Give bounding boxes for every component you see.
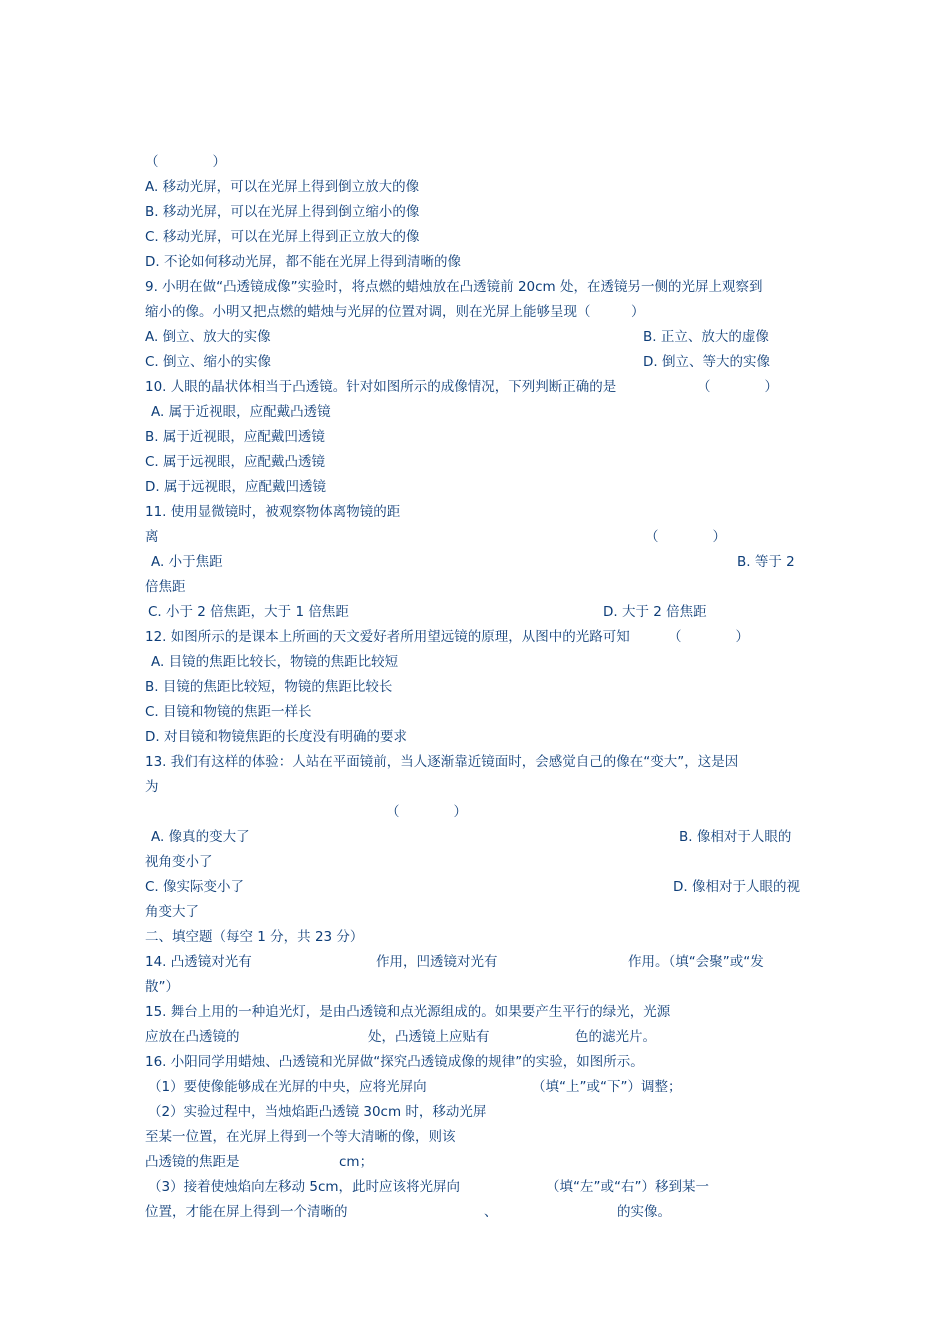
- answer-bracket: （ ）: [697, 379, 778, 395]
- option-a: A. 属于近视眼，应配戴凸透镜: [151, 404, 331, 420]
- question-15: 15. 舞台上用的一种追光灯，是由凸透镜和点光源组成的。如果要产生平行的绿光，光源: [145, 1004, 671, 1020]
- option-a: A. 小于焦距: [151, 554, 223, 570]
- answer-bracket: （ ）: [145, 154, 226, 170]
- option-d: D. 像相对于人眼的视: [673, 879, 800, 895]
- option-b: B. 像相对于人眼的: [679, 829, 792, 845]
- question-14: 14. 凸透镜对光有: [145, 954, 252, 970]
- question-16-part3: （3）接着使烛焰向左移动 5cm，此时应该将光屏向: [148, 1179, 461, 1195]
- question-9-cont: 缩小的像。小明又把点燃的蜡烛与光屏的位置对调，则在光屏上能够呈现（ ）: [145, 304, 645, 320]
- question-15-mid: 处，凸透镜上应贴有: [368, 1029, 490, 1045]
- option-d: D. 对目镜和物镜焦距的长度没有明确的要求: [145, 729, 407, 745]
- question-16-part3-mid: （填“左”或“右”）移到某一: [546, 1179, 709, 1195]
- question-12: 12. 如图所示的是课本上所画的天文爱好者所用望远镜的原理，从图中的光路可知: [145, 629, 630, 645]
- answer-bracket: （ ）: [386, 804, 467, 820]
- question-13: 13. 我们有这样的体验：人站在平面镜前，当人逐渐靠近镜面时，会感觉自己的像在“变大”，这是因: [145, 754, 739, 770]
- option-b: B. 等于 2: [737, 554, 795, 570]
- option-a: A. 像真的变大了: [151, 829, 250, 845]
- option-b: B. 属于近视眼，应配戴凹透镜: [145, 429, 325, 445]
- question-11: 11. 使用显微镜时，被观察物体离物镜的距: [145, 504, 401, 520]
- option-d: D. 大于 2 倍焦距: [603, 604, 707, 620]
- option-a: A. 移动光屏，可以在光屏上得到倒立放大的像: [145, 179, 420, 195]
- option-d: D. 不论如何移动光屏，都不能在光屏上得到清晰的像: [145, 254, 461, 270]
- option-c: C. 目镜和物镜的焦距一样长: [145, 704, 312, 720]
- question-13-cont: 为: [145, 779, 159, 795]
- section-heading: 二、填空题（每空 1 分，共 23 分）: [145, 929, 364, 945]
- option-d-cont: 角变大了: [145, 904, 199, 920]
- question-11-cont: 离: [145, 529, 159, 545]
- option-b: B. 目镜的焦距比较短，物镜的焦距比较长: [145, 679, 393, 695]
- question-16-part1: （1）要使像能够成在光屏的中央，应将光屏向: [148, 1079, 427, 1095]
- question-14-mid: 作用，凹透镜对光有: [376, 954, 498, 970]
- answer-bracket: （ ）: [668, 629, 749, 645]
- question-16-part1-end: （填“上”或“下”）调整；: [532, 1079, 682, 1095]
- option-c: C. 倒立、缩小的实像: [145, 354, 272, 370]
- option-d: D. 属于远视眼，应配戴凹透镜: [145, 479, 326, 495]
- question-14-cont: 散”）: [145, 979, 179, 995]
- option-b-cont: 视角变小了: [145, 854, 213, 870]
- option-a: A. 倒立、放大的实像: [145, 329, 271, 345]
- answer-bracket: （ ）: [645, 529, 726, 545]
- question-15-end: 色的滤光片。: [575, 1029, 656, 1045]
- option-c: C. 小于 2 倍焦距，大于 1 倍焦距: [148, 604, 349, 620]
- question-16: 16. 小阳同学用蜡烛、凸透镜和光屏做“探究凸透镜成像的规律”的实验，如图所示。: [145, 1054, 644, 1070]
- question-10: 10. 人眼的晶状体相当于凸透镜。针对如图所示的成像情况，下列判断正确的是: [145, 379, 617, 395]
- question-16-part2: （2）实验过程中，当烛焰距凸透镜 30cm 时，移动光屏: [148, 1104, 487, 1120]
- option-b-cont: 倍焦距: [145, 579, 186, 595]
- question-14-end: 作用。（填“会聚”或“发: [628, 954, 764, 970]
- question-16-part2-cont: 至某一位置，在光屏上得到一个等大清晰的像，则该: [145, 1129, 456, 1145]
- option-b: B. 正立、放大的虚像: [643, 329, 769, 345]
- question-15-cont: 应放在凸透镜的: [145, 1029, 240, 1045]
- question-16-part2-unit: cm；: [339, 1154, 374, 1170]
- option-c: C. 移动光屏，可以在光屏上得到正立放大的像: [145, 229, 420, 245]
- option-b: B. 移动光屏，可以在光屏上得到倒立缩小的像: [145, 204, 420, 220]
- option-a: A. 目镜的焦距比较长，物镜的焦距比较短: [151, 654, 399, 670]
- question-16-part3-cont: 位置，才能在屏上得到一个清晰的: [145, 1204, 348, 1220]
- question-16-part2-cont: 凸透镜的焦距是: [145, 1154, 240, 1170]
- option-c: C. 属于远视眼，应配戴凸透镜: [145, 454, 326, 470]
- question-9: 9. 小明在做“凸透镜成像”实验时，将点燃的蜡烛放在凸透镜前 20cm 处，在透镜另一侧的光屏上观察到: [145, 279, 763, 295]
- option-c: C. 像实际变小了: [145, 879, 245, 895]
- option-d: D. 倒立、等大的实像: [643, 354, 770, 370]
- question-16-part3-end: 的实像。: [617, 1204, 671, 1220]
- question-16-part3-sep: 、: [484, 1204, 498, 1220]
